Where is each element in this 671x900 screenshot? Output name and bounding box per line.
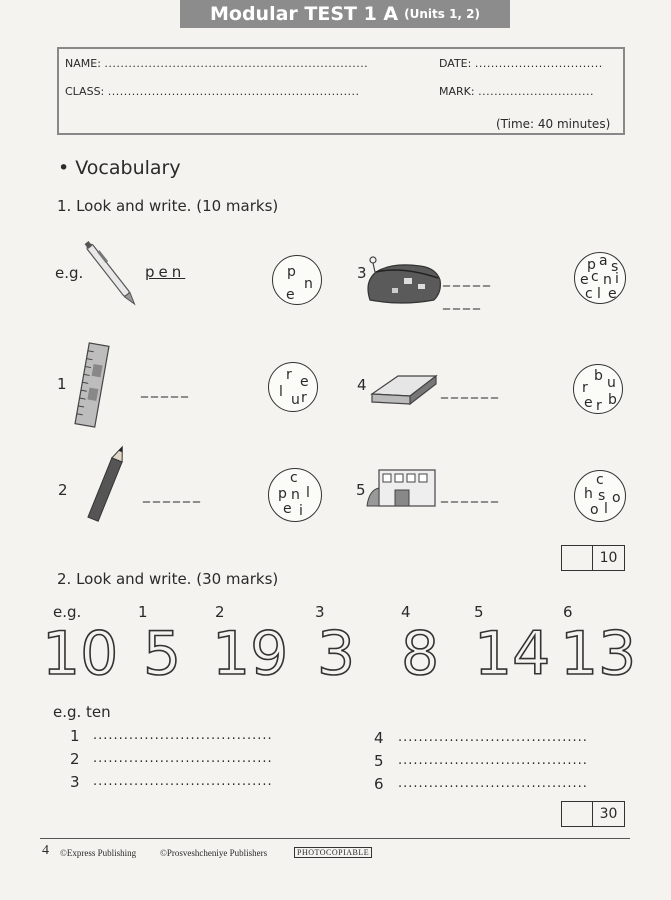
line-3-number: 3 xyxy=(70,773,80,791)
line-5-number: 5 xyxy=(374,752,384,770)
item3-letter-circle: p a s e c n i c l e xyxy=(574,252,626,304)
item4-blank[interactable]: ______ xyxy=(441,383,501,399)
task1-eg-answer: pen xyxy=(145,263,186,281)
task1-heading: 1. Look and write. (10 marks) xyxy=(57,197,279,215)
class-field[interactable]: CLASS: ............................................................... xyxy=(65,85,360,98)
footer-divider xyxy=(40,838,630,839)
task2-label-4: 4 xyxy=(401,603,411,621)
line-6-number: 6 xyxy=(374,775,384,793)
big-number-1: 5 xyxy=(143,619,182,689)
line-2-answer[interactable]: ................................... xyxy=(93,751,273,766)
item3-number: 3 xyxy=(357,264,367,282)
ruler-icon xyxy=(72,340,112,430)
task2-label-3: 3 xyxy=(315,603,325,621)
task2-score-input[interactable] xyxy=(562,802,593,826)
item5-number: 5 xyxy=(356,481,366,499)
item3-blank-line1[interactable]: _____ xyxy=(443,271,493,287)
task2-heading: 2. Look and write. (30 marks) xyxy=(57,570,279,588)
big-number-3: 3 xyxy=(317,619,356,689)
footer-publisher-1: ©Express Publishing xyxy=(60,848,137,858)
pen-icon xyxy=(78,238,146,314)
name-field[interactable]: NAME: .................................................................. xyxy=(65,57,369,70)
task2-label-1: 1 xyxy=(138,603,148,621)
student-info-box xyxy=(57,47,625,135)
test-units: (Units 1, 2) xyxy=(404,7,481,21)
task1-score-box[interactable] xyxy=(561,545,625,571)
date-field[interactable]: DATE: ................................ xyxy=(439,57,603,70)
item2-blank[interactable]: ______ xyxy=(143,487,203,503)
line-4-answer[interactable]: ..................................... xyxy=(398,730,588,745)
task2-eg-word: e.g. ten xyxy=(53,703,111,721)
task2-label-5: 5 xyxy=(474,603,484,621)
item4-letter-circle: b u r e r b xyxy=(573,364,623,414)
task1-score-input[interactable] xyxy=(562,546,593,570)
big-number-eg: 10 xyxy=(42,619,119,689)
line-1-answer[interactable]: ................................... xyxy=(93,728,273,743)
pencil-case-icon xyxy=(362,252,444,306)
item1-letter-circle: r e l u r xyxy=(268,362,318,412)
eg-letter-circle: p n e xyxy=(272,255,322,305)
time-limit: (Time: 40 minutes) xyxy=(496,117,611,131)
line-6-answer[interactable]: ..................................... xyxy=(398,776,588,791)
big-number-2: 19 xyxy=(212,619,289,689)
task2-eg-label: e.g. xyxy=(53,603,82,621)
item4-number: 4 xyxy=(357,376,367,394)
line-1-number: 1 xyxy=(70,727,80,745)
line-2-number: 2 xyxy=(70,750,80,768)
item3-blank-line2[interactable]: ____ xyxy=(443,294,483,310)
item1-blank[interactable]: _____ xyxy=(141,382,191,398)
item1-number: 1 xyxy=(57,375,67,393)
big-number-4: 8 xyxy=(401,619,440,689)
vocabulary-heading: • Vocabulary xyxy=(58,157,181,179)
eraser-icon xyxy=(368,368,440,408)
task2-score-box[interactable] xyxy=(561,801,625,827)
line-5-answer[interactable]: ..................................... xyxy=(398,753,588,768)
school-building-icon xyxy=(365,466,437,508)
line-4-number: 4 xyxy=(374,729,384,747)
page-number: 4 xyxy=(42,843,49,858)
big-number-6: 13 xyxy=(560,619,637,689)
test-title: Modular TEST 1 A xyxy=(209,3,399,25)
task2-score-total: 30 xyxy=(599,806,618,822)
task2-label-2: 2 xyxy=(215,603,225,621)
footer-publisher-2: ©Prosveshcheniye Publishers xyxy=(160,848,268,858)
item2-letter-circle: c p n l e i xyxy=(268,468,322,522)
line-3-answer[interactable]: ................................... xyxy=(93,774,273,789)
mark-field[interactable]: MARK: ............................. xyxy=(439,85,594,98)
item5-letter-circle: c h s o o l xyxy=(574,470,626,522)
big-number-5: 14 xyxy=(474,619,551,689)
task1-score-total: 10 xyxy=(599,550,618,566)
pencil-icon xyxy=(84,444,130,528)
item5-blank[interactable]: ______ xyxy=(441,487,501,503)
task1-eg-label: e.g. xyxy=(55,264,84,282)
task2-label-6: 6 xyxy=(563,603,573,621)
test-title-bar xyxy=(180,0,510,28)
item2-number: 2 xyxy=(58,481,68,499)
photocopiable-badge: PHOTOCOPIABLE xyxy=(294,847,372,858)
